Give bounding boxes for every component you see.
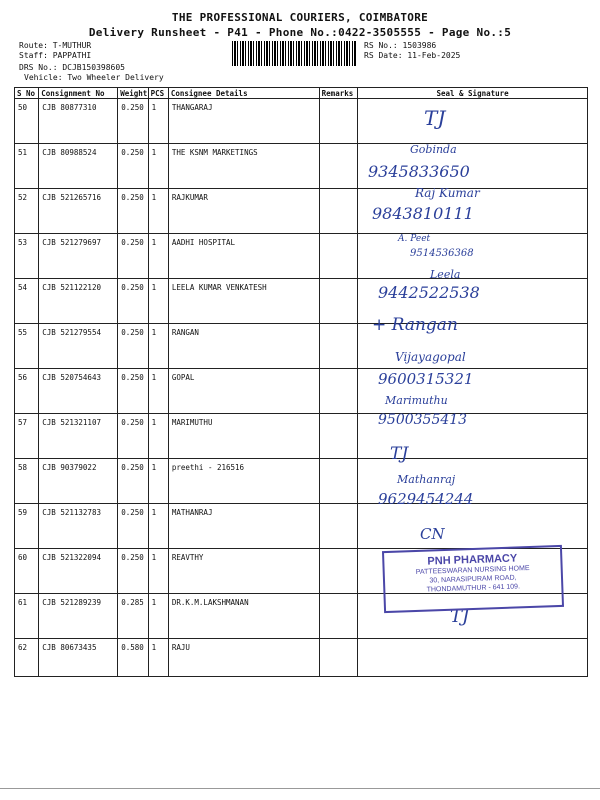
drs-info	[19, 63, 125, 73]
row-sno: 53	[15, 234, 39, 279]
stamp-line-2: PATTEESWARAN NURSING HOME	[415, 565, 530, 576]
row-consignee: DR.K.M.LAKSHMANAN	[168, 594, 319, 639]
signature-57-phone: 9500355413	[378, 412, 468, 428]
table-row	[15, 144, 588, 189]
row-weight: 0.250	[118, 549, 148, 594]
row-consignment: CJB 521322094	[39, 549, 118, 594]
table-row	[15, 234, 588, 279]
signature-53-phone: 9514536368	[410, 248, 474, 259]
table-header-row	[15, 88, 588, 99]
table-row	[15, 324, 588, 369]
header-seal: Seal & Signature	[358, 88, 588, 99]
signature-56-name: Vijayagopal	[395, 350, 466, 364]
row-consignee: AADHI HOSPITAL	[168, 234, 319, 279]
header-consignee: Consignee Details	[168, 88, 319, 99]
header-pcs: PCS	[148, 88, 168, 99]
row-remarks	[319, 459, 357, 504]
document-subtitle: Delivery Runsheet - P41 - Phone No.:0422-3505555 - Page No.:5	[88, 26, 512, 39]
row-consignment: CJB 521122120	[39, 279, 118, 324]
rs-date: RS Date: 11-Feb-2025	[364, 51, 461, 60]
row-consignee: RAJU	[168, 639, 319, 677]
row-remarks	[319, 594, 357, 639]
row-consignment: CJB 521279697	[39, 234, 118, 279]
row-consignee: RAJKUMAR	[168, 189, 319, 234]
row-consignee: MARIMUTHU	[168, 414, 319, 459]
row-weight: 0.250	[118, 144, 148, 189]
row-weight: 0.250	[118, 504, 148, 549]
table-row	[15, 279, 588, 324]
row-sno: 51	[15, 144, 39, 189]
row-weight: 0.250	[118, 459, 148, 504]
row-weight: 0.250	[118, 279, 148, 324]
row-sno: 58	[15, 459, 39, 504]
row-sno: 61	[15, 594, 39, 639]
row-consignment: CJB 80877310	[39, 99, 118, 144]
row-signature-cell	[358, 639, 588, 677]
stamp-line-3: 30, NARASIPURAM ROAD,	[429, 574, 517, 585]
signature-52-phone: 9843810111	[372, 204, 474, 223]
signature-56-phone: 9600315321	[378, 370, 474, 388]
row-remarks	[319, 99, 357, 144]
signature-54-name: Leela	[430, 268, 461, 281]
row-sno: 62	[15, 639, 39, 677]
row-consignment: CJB 521265716	[39, 189, 118, 234]
row-weight: 0.250	[118, 369, 148, 414]
row-pcs: 1	[148, 414, 168, 459]
row-consignment: CJB 80673435	[39, 639, 118, 677]
row-weight: 0.250	[118, 234, 148, 279]
rs-number: RS No.: 1503986	[364, 41, 437, 50]
vehicle-label: Vehicle: Two Wheeler Delivery	[24, 73, 164, 82]
rs-info	[364, 41, 460, 61]
row-sno: 55	[15, 324, 39, 369]
row-signature-cell	[358, 504, 588, 549]
row-remarks	[319, 189, 357, 234]
row-signature-cell	[358, 99, 588, 144]
page-bottom-line	[0, 788, 600, 789]
row-consignee: REAVTHY	[168, 549, 319, 594]
header-sno: S No	[15, 88, 39, 99]
row-sno: 57	[15, 414, 39, 459]
row-consignee: THANGARAJ	[168, 99, 319, 144]
document-title: THE PROFESSIONAL COURIERS, COIMBATORE	[171, 11, 429, 24]
row-sno: 54	[15, 279, 39, 324]
table-row	[15, 369, 588, 414]
row-pcs: 1	[148, 189, 168, 234]
signature-58: TJ	[390, 444, 409, 464]
route-info	[19, 41, 91, 61]
row-weight: 0.250	[118, 189, 148, 234]
row-pcs: 1	[148, 324, 168, 369]
row-weight: 0.250	[118, 324, 148, 369]
drs-label: DRS No.: DCJB150398605	[19, 63, 125, 72]
signature-51-phone: 9345833650	[368, 162, 470, 181]
row-sno: 50	[15, 99, 39, 144]
signature-62: TJ	[450, 606, 470, 627]
signature-52-name: Raj Kumar	[415, 186, 480, 200]
row-remarks	[319, 144, 357, 189]
table-row	[15, 639, 588, 677]
signature-59-phone: 9629454244	[378, 490, 474, 508]
vehicle-info	[24, 73, 164, 83]
row-sno: 56	[15, 369, 39, 414]
signature-60: CN	[420, 525, 445, 543]
row-remarks	[319, 549, 357, 594]
row-weight: 0.285	[118, 594, 148, 639]
row-consignment: CJB 521321107	[39, 414, 118, 459]
row-weight: 0.250	[118, 99, 148, 144]
row-pcs: 1	[148, 639, 168, 677]
signature-54-phone: 9442522538	[378, 283, 480, 302]
row-remarks	[319, 279, 357, 324]
row-consignment: CJB 520754643	[39, 369, 118, 414]
header-weight: Weight	[118, 88, 148, 99]
signature-55: + Rangan	[372, 315, 458, 335]
row-remarks	[319, 324, 357, 369]
row-pcs: 1	[148, 459, 168, 504]
row-pcs: 1	[148, 369, 168, 414]
row-consignment: CJB 90379022	[39, 459, 118, 504]
table-row	[15, 189, 588, 234]
row-pcs: 1	[148, 594, 168, 639]
row-remarks	[319, 414, 357, 459]
row-pcs: 1	[148, 99, 168, 144]
table-row	[15, 414, 588, 459]
row-pcs: 1	[148, 549, 168, 594]
signature-53-name: A. Peet	[398, 234, 431, 244]
row-consignee: MATHANRAJ	[168, 504, 319, 549]
stamp-name: PNH PHARMACY	[427, 552, 518, 568]
row-sno: 59	[15, 504, 39, 549]
signature-57-name: Marimuthu	[385, 394, 448, 407]
barcode	[232, 41, 356, 66]
row-weight: 0.580	[118, 639, 148, 677]
table-row	[15, 459, 588, 504]
row-consignee: GOPAL	[168, 369, 319, 414]
row-remarks	[319, 234, 357, 279]
stamp-line-4: THONDAMUTHUR - 641 109.	[426, 583, 521, 594]
route-label: Route: T-MUTHUR	[19, 41, 92, 50]
pharmacy-stamp	[382, 545, 564, 613]
header-remarks: Remarks	[319, 88, 357, 99]
row-pcs: 1	[148, 504, 168, 549]
table-row	[15, 99, 588, 144]
row-consignee: THE KSNM MARKETINGS	[168, 144, 319, 189]
staff-label: Staff: PAPPATHI	[19, 51, 92, 60]
row-sno: 52	[15, 189, 39, 234]
row-remarks	[319, 369, 357, 414]
signature-50: TJ	[424, 106, 446, 130]
signature-59-name: Mathanraj	[397, 473, 456, 486]
row-consignee: LEELA KUMAR VENKATESH	[168, 279, 319, 324]
row-consignment: CJB 80988524	[39, 144, 118, 189]
row-pcs: 1	[148, 234, 168, 279]
row-pcs: 1	[148, 144, 168, 189]
row-remarks	[319, 504, 357, 549]
table-row	[15, 504, 588, 549]
row-consignee: RANGAN	[168, 324, 319, 369]
row-pcs: 1	[148, 279, 168, 324]
row-remarks	[319, 639, 357, 677]
row-consignment: CJB 521132783	[39, 504, 118, 549]
row-consignment: CJB 521289239	[39, 594, 118, 639]
row-consignee: preethi - 216516	[168, 459, 319, 504]
signature-51-name: Gobinda	[410, 143, 457, 156]
row-sno: 60	[15, 549, 39, 594]
row-consignment: CJB 521279554	[39, 324, 118, 369]
row-weight: 0.250	[118, 414, 148, 459]
header-consignment: Consignment No	[39, 88, 118, 99]
